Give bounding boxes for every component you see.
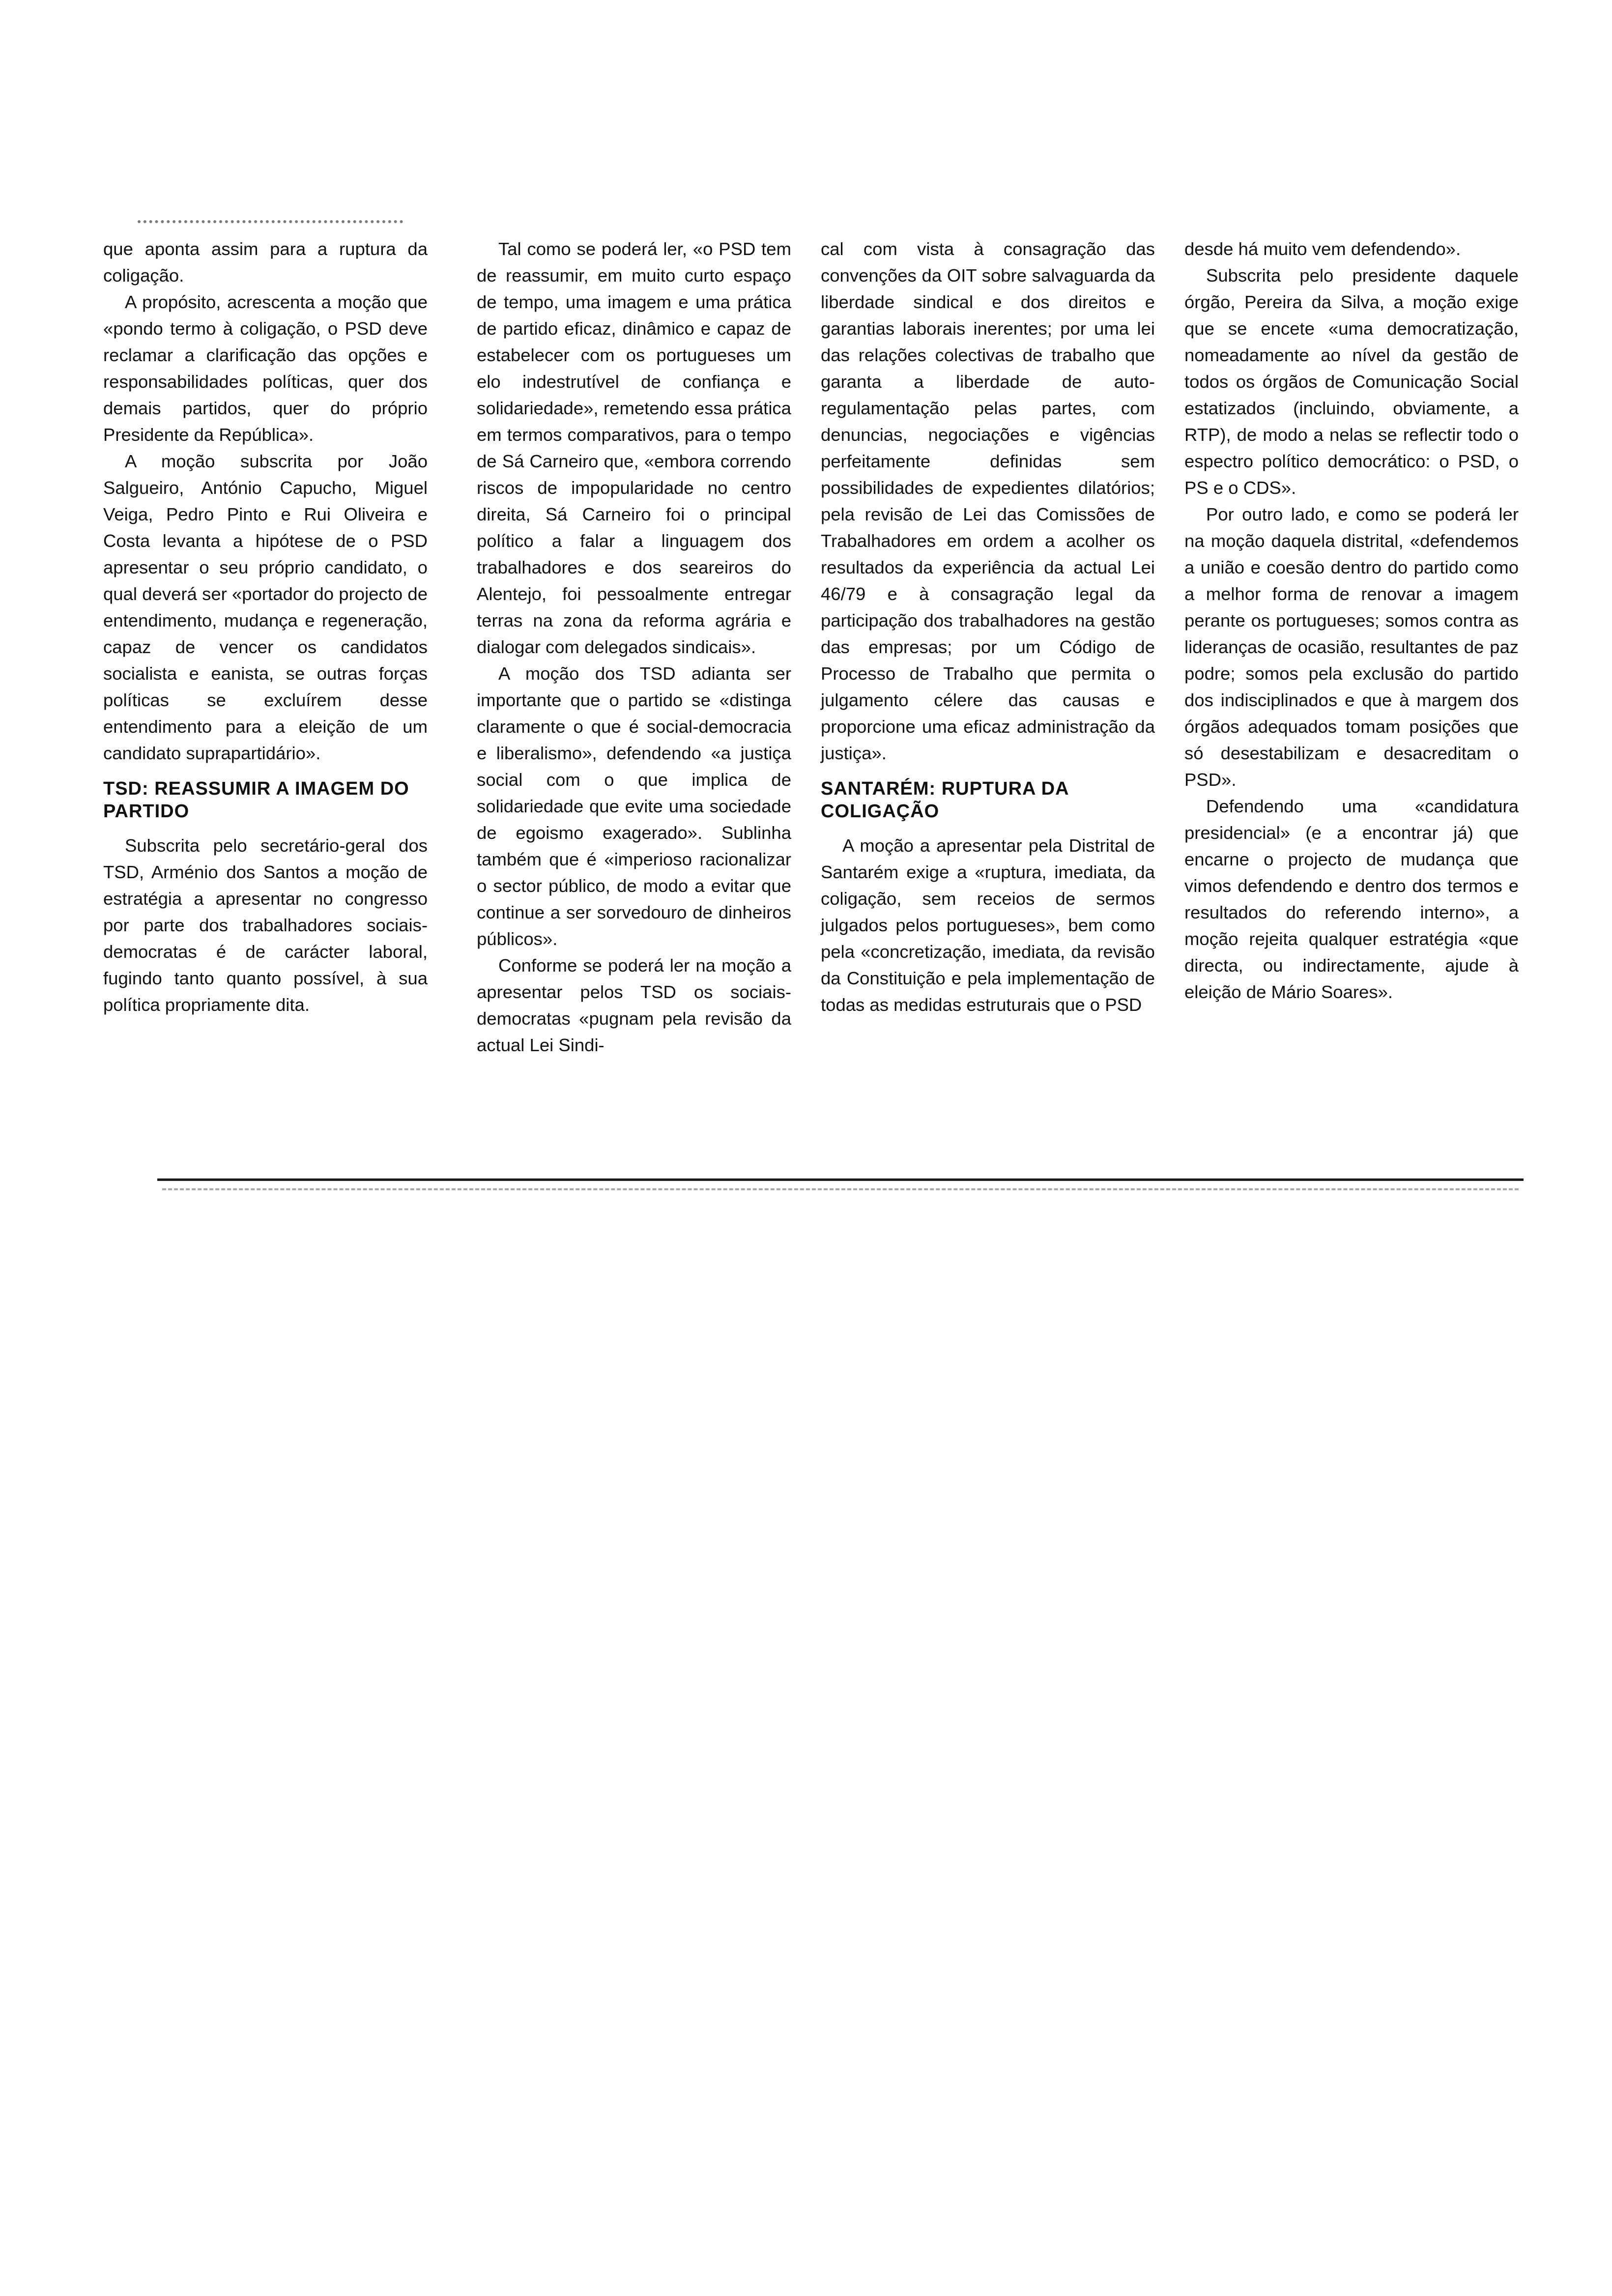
- column-1: [103, 236, 428, 1018]
- paragraph: Tal como se poderá ler, «o PSD tem de reassumir, em muito curto espaço de tempo, uma imagem e uma prática de partido eficaz, dinâmico e capaz de estabelecer com os portugueses um elo indestrutível de confiança e solidariedade», remetendo essa prática em termos comparativos, para o tempo de Sá Carneiro que, «embora correndo riscos de impopularidade no centro direita, Sá Carneiro foi o principal político a falar a linguagem dos trabalhadores e dos seareiros do Alentejo, foi pessoalmente entregar terras na zona da reforma agrária e dialogar com delegados sindicais».: [477, 239, 791, 657]
- paragraph: A moção dos TSD adianta ser importante que o partido se «distinga claramente o que é social-democracia e liberalismo», defendendo «a justiça social com o que implica de solidariedade que evite uma sociedade de egoismo exagerado». Sublinha também que é «imperioso racionalizar o sector público, de modo a evitar que continue a ser sorvedouro de dinheiros públicos».: [477, 663, 791, 949]
- paragraph: Subscrita pelo presidente daquele órgão, Pereira da Silva, a moção exige que se encete «uma democratização, nomeadamente ao nível da gestão de todos os órgãos de Comunicação Social estatizados (incluindo, obviamente, a RTP), de modo a nelas se reflectir todo o espectro político democrático: o PSD, o PS e o CDS».: [1184, 265, 1519, 498]
- section-heading: TSD: REASSUMIR A IMAGEM DO PARTIDO: [103, 778, 409, 822]
- paragraph: que aponta assim para a ruptura da coligação.: [103, 239, 428, 286]
- paragraph: A propósito, acrescenta a moção que «pondo termo à coligação, o PSD deve reclamar a clarificação das opções e responsabilidades políticas, quer dos demais partidos, quer do próprio Presidente da República».: [103, 292, 428, 445]
- paragraph: Subscrita pelo secretário-geral dos TSD, Arménio dos Santos a moção de estratégia a apresentar no congresso por parte dos trabalhadores sociais-democratas é de carácter laboral, fugindo tanto quanto possível, à sua política propriamente dita.: [103, 835, 428, 1015]
- paragraph: Conforme se poderá ler na moção a apresentar pelos TSD os sociais-democratas «pugnam pela revisão da actual Lei Sindi-: [477, 955, 791, 1055]
- paragraph: desde há muito vem defendendo».: [1184, 239, 1461, 259]
- paragraph: A moção subscrita por João Salgueiro, António Capucho, Miguel Veiga, Pedro Pinto e Rui Oliveira e Costa levanta a hipótese de o PSD apresentar o seu próprio candidato, o qual deverá ser «portador do projecto de entendimento, mudança e regeneração, capaz de vencer os candidatos socialista e eanista, se outras forças políticas se excluírem desse entendimento para a eleição de um candidato suprapartidário».: [103, 451, 428, 763]
- paragraph: cal com vista à consagração das convenções da OIT sobre salvaguarda da liberdade sindical e dos direitos e garantias laborais inerentes; por uma lei das relações colectivas de trabalho que garanta a liberdade de auto-regulamentação pelas partes, com denuncias, negociações e vigências perfeitamente definidas sem possibilidades de expedientes dilatórios; pela revisão de Lei das Comissões de Trabalhadores em ordem a acolher os resultados da experiência da actual Lei 46/79 e à consagração legal da participação dos trabalhadores na gestão das empresas; por um Código de Processo de Trabalho que permita o julgamento célere das causas e proporcione uma eficaz administração da justiça».: [821, 239, 1155, 763]
- section-heading: SANTARÉM: RUPTURA DA COLIGAÇÃO: [821, 778, 1069, 822]
- paragraph: Por outro lado, e como se poderá ler na moção daquela distrital, «defendemos a união e coesão dentro do partido como a melhor forma de renovar a imagem perante os portugueses; somos contra as lideranças de ocasião, resultantes de paz podre; somos pela exclusão do partido dos indisciplinados e que à margem dos órgãos adequados tomam posições que só desestabilizam e desacreditam o PSD».: [1184, 504, 1519, 790]
- paragraph: A moção a apresentar pela Distrital de Santarém exige a «ruptura, imediata, da coligação, sem receios de sermos julgados pelos portugueses», bem como pela «concretização, imediata, da revisão da Constituição e pela implementação de todas as medidas estruturais que o PSD: [821, 835, 1155, 1015]
- bottom-rule: [157, 1178, 1524, 1181]
- newspaper-clipping: [103, 236, 1519, 1199]
- column-2: [477, 236, 791, 1059]
- paragraph: Defendendo uma «candidatura presidencial» (e a encontrar já) que encarne o projecto de mudança que vimos defendendo e dentro dos termos e resultados do referendo interno», a moção rejeita qualquer estratégia «que directa, ou indirectamente, ajude à eleição de Mário Soares».: [1184, 796, 1519, 1002]
- scan-noise-bottom: [162, 1188, 1519, 1195]
- column-3: [821, 236, 1155, 1018]
- column-4: [1184, 236, 1519, 1005]
- scan-noise-top: [138, 220, 403, 230]
